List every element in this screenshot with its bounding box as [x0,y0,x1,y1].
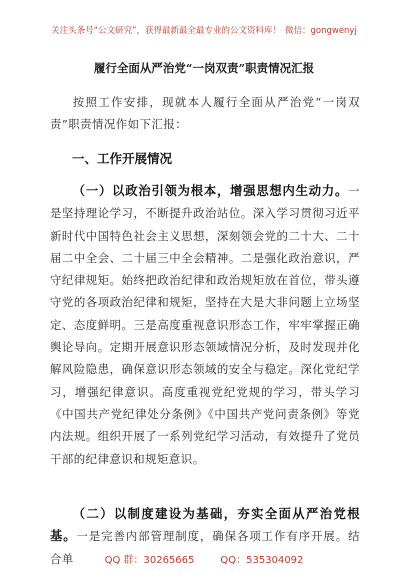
footer-qq-group: QQ 群：30265665 [104,555,195,566]
banner-wechat: 微信：gongwenyj [284,26,357,36]
subsection-1-heading: （一）以政治引领为根本，增强思想内生动力。 [72,183,349,198]
subsection-2-heading: （二）以制度建设为基础，夯实全面从严治党根基。 [50,506,360,544]
section-heading: 一、工作开展情况 [72,151,173,166]
footer-contact [0,551,408,566]
footer-qq: QQ：535304092 [220,555,304,566]
top-banner [0,24,408,36]
subsection-2-body: 一是完善内部管理制度，确保各项工作有序开展。结合单 [50,529,360,566]
intro-paragraph: 按照工作安排，现就本人履行全面从严治党“一岗双责”职责情况作如下汇报： [50,95,360,132]
document-title: 履行全面从严治党“一岗双责”职责情况汇报 [93,61,315,75]
subsection-1-body: 一是坚持理论学习，不断提升政治站位。深入学习贯彻习近平新时代中国特色社会主义思想，深刻领会党的二十大、二十届二中全会、二十届三中全会精神。二是强化政治意识，严守纪律规矩。始终把政治纪律和政治规矩放在首位，带头遵守党的各项政治纪律和规矩，坚持在大是大非问题上立场坚定、态度鲜明。三是高度重视意识形态工作，牢牢掌握正确舆论导向。定期开展意识形态领域情况分析，及时发现并化解风险隐患，确保意识形态领域的安全与稳定。深化党纪学习，增强纪律意识。高度重视党纪党规的学习，带头学习《中国共产党纪律处分条例》《中国共产党问责条例》等党内法规。组织开展了一系列党纪学习活动，有效提升了党员干部的纪律意识和规矩意识。 [50,184,360,466]
subsection-1-paragraph [50,180,360,470]
banner-text: 关注头条号“公文研究”，获得最新最全最专业的公文资料库！ [51,26,281,36]
